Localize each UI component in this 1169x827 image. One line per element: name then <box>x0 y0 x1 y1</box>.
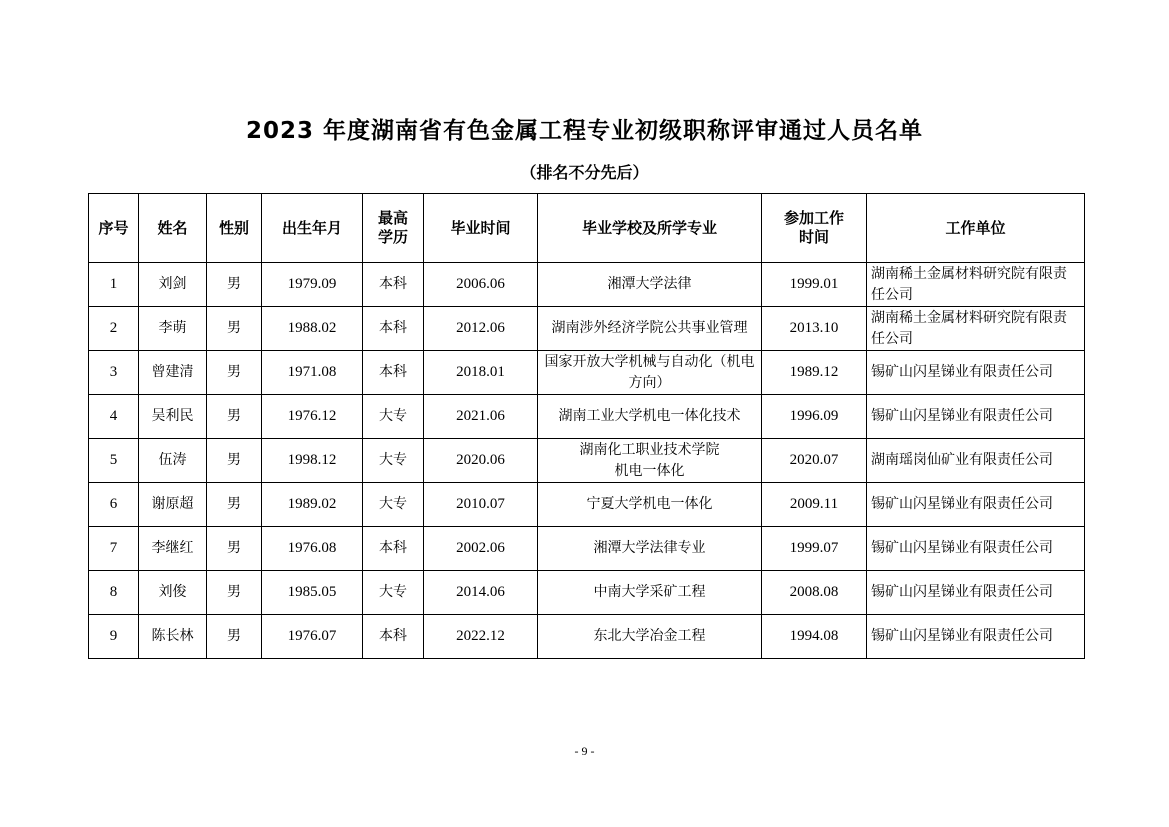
table-row <box>89 351 1085 395</box>
cell-birth: 1998.12 <box>262 439 363 483</box>
cell-employer: 锡矿山闪星锑业有限责任公司 <box>867 351 1085 395</box>
cell-birth: 1985.05 <box>262 571 363 615</box>
table-row <box>89 527 1085 571</box>
cell-seq: 3 <box>89 351 139 395</box>
cell-work-start: 1999.07 <box>762 527 867 571</box>
cell-degree: 大专 <box>363 395 424 439</box>
header-school-major: 毕业学校及所学专业 <box>538 194 762 263</box>
cell-degree: 大专 <box>363 571 424 615</box>
cell-seq: 9 <box>89 615 139 659</box>
cell-gender: 男 <box>207 307 262 351</box>
cell-gender: 男 <box>207 527 262 571</box>
cell-employer: 湖南稀土金属材料研究院有限责任公司 <box>867 263 1085 307</box>
cell-school-major: 湖南工业大学机电一体化技术 <box>538 395 762 439</box>
cell-seq: 4 <box>89 395 139 439</box>
cell-birth: 1976.12 <box>262 395 363 439</box>
table-row <box>89 263 1085 307</box>
cell-school-major: 湖南涉外经济学院公共事业管理 <box>538 307 762 351</box>
cell-gender: 男 <box>207 439 262 483</box>
cell-grad-time: 2006.06 <box>424 263 538 307</box>
cell-work-start: 1996.09 <box>762 395 867 439</box>
header-gender: 性别 <box>207 194 262 263</box>
cell-seq: 8 <box>89 571 139 615</box>
cell-school-major: 中南大学采矿工程 <box>538 571 762 615</box>
cell-degree: 本科 <box>363 307 424 351</box>
table-body <box>89 263 1085 659</box>
cell-grad-time: 2014.06 <box>424 571 538 615</box>
cell-grad-time: 2018.01 <box>424 351 538 395</box>
cell-school-major: 湘潭大学法律 <box>538 263 762 307</box>
cell-gender: 男 <box>207 571 262 615</box>
cell-school-major: 宁夏大学机电一体化 <box>538 483 762 527</box>
cell-degree: 本科 <box>363 351 424 395</box>
table-row <box>89 395 1085 439</box>
cell-employer: 锡矿山闪星锑业有限责任公司 <box>867 571 1085 615</box>
cell-employer: 锡矿山闪星锑业有限责任公司 <box>867 527 1085 571</box>
cell-degree: 大专 <box>363 439 424 483</box>
cell-school-major: 湖南化工职业技术学院 机电一体化 <box>538 439 762 483</box>
cell-name: 刘俊 <box>139 571 207 615</box>
header-degree: 最高 学历 <box>363 194 424 263</box>
document-subtitle: （排名不分先后） <box>520 163 649 182</box>
table-row <box>89 483 1085 527</box>
cell-gender: 男 <box>207 615 262 659</box>
cell-work-start: 1999.01 <box>762 263 867 307</box>
cell-work-start: 2008.08 <box>762 571 867 615</box>
cell-gender: 男 <box>207 483 262 527</box>
cell-seq: 6 <box>89 483 139 527</box>
cell-work-start: 1994.08 <box>762 615 867 659</box>
cell-grad-time: 2021.06 <box>424 395 538 439</box>
table-row <box>89 615 1085 659</box>
cell-birth: 1988.02 <box>262 307 363 351</box>
cell-degree: 本科 <box>363 615 424 659</box>
cell-school-major: 湘潭大学法律专业 <box>538 527 762 571</box>
cell-seq: 1 <box>89 263 139 307</box>
cell-degree: 大专 <box>363 483 424 527</box>
cell-grad-time: 2022.12 <box>424 615 538 659</box>
cell-gender: 男 <box>207 351 262 395</box>
cell-gender: 男 <box>207 263 262 307</box>
cell-employer: 湖南瑶岗仙矿业有限责任公司 <box>867 439 1085 483</box>
cell-school-major: 东北大学冶金工程 <box>538 615 762 659</box>
cell-seq: 7 <box>89 527 139 571</box>
cell-birth: 1971.08 <box>262 351 363 395</box>
personnel-table <box>88 193 1085 659</box>
cell-name: 陈长林 <box>139 615 207 659</box>
header-work-start: 参加工作 时间 <box>762 194 867 263</box>
cell-school-major: 国家开放大学机械与自动化（机电方向） <box>538 351 762 395</box>
cell-work-start: 2013.10 <box>762 307 867 351</box>
table-row <box>89 571 1085 615</box>
table-row <box>89 307 1085 351</box>
cell-birth: 1979.09 <box>262 263 363 307</box>
header-seq: 序号 <box>89 194 139 263</box>
header-name: 姓名 <box>139 194 207 263</box>
cell-grad-time: 2002.06 <box>424 527 538 571</box>
cell-birth: 1976.08 <box>262 527 363 571</box>
cell-name: 谢原超 <box>139 483 207 527</box>
cell-seq: 2 <box>89 307 139 351</box>
cell-name: 李继红 <box>139 527 207 571</box>
cell-name: 伍涛 <box>139 439 207 483</box>
cell-name: 刘剑 <box>139 263 207 307</box>
cell-name: 曾建清 <box>139 351 207 395</box>
cell-grad-time: 2020.06 <box>424 439 538 483</box>
cell-employer: 锡矿山闪星锑业有限责任公司 <box>867 395 1085 439</box>
table-row <box>89 439 1085 483</box>
cell-grad-time: 2010.07 <box>424 483 538 527</box>
cell-name: 吴利民 <box>139 395 207 439</box>
cell-degree: 本科 <box>363 263 424 307</box>
cell-birth: 1989.02 <box>262 483 363 527</box>
header-grad-time: 毕业时间 <box>424 194 538 263</box>
cell-work-start: 1989.12 <box>762 351 867 395</box>
cell-degree: 本科 <box>363 527 424 571</box>
cell-work-start: 2020.07 <box>762 439 867 483</box>
header-birth: 出生年月 <box>262 194 363 263</box>
cell-grad-time: 2012.06 <box>424 307 538 351</box>
page-number: - 9 - <box>574 744 595 758</box>
cell-employer: 锡矿山闪星锑业有限责任公司 <box>867 483 1085 527</box>
document-title: 2023 年度湖南省有色金属工程专业初级职称评审通过人员名单 <box>245 118 924 144</box>
header-employer: 工作单位 <box>867 194 1085 263</box>
cell-birth: 1976.07 <box>262 615 363 659</box>
table-header-row <box>89 194 1085 263</box>
cell-employer: 锡矿山闪星锑业有限责任公司 <box>867 615 1085 659</box>
cell-name: 李萌 <box>139 307 207 351</box>
cell-work-start: 2009.11 <box>762 483 867 527</box>
cell-employer: 湖南稀土金属材料研究院有限责任公司 <box>867 307 1085 351</box>
cell-seq: 5 <box>89 439 139 483</box>
cell-gender: 男 <box>207 395 262 439</box>
